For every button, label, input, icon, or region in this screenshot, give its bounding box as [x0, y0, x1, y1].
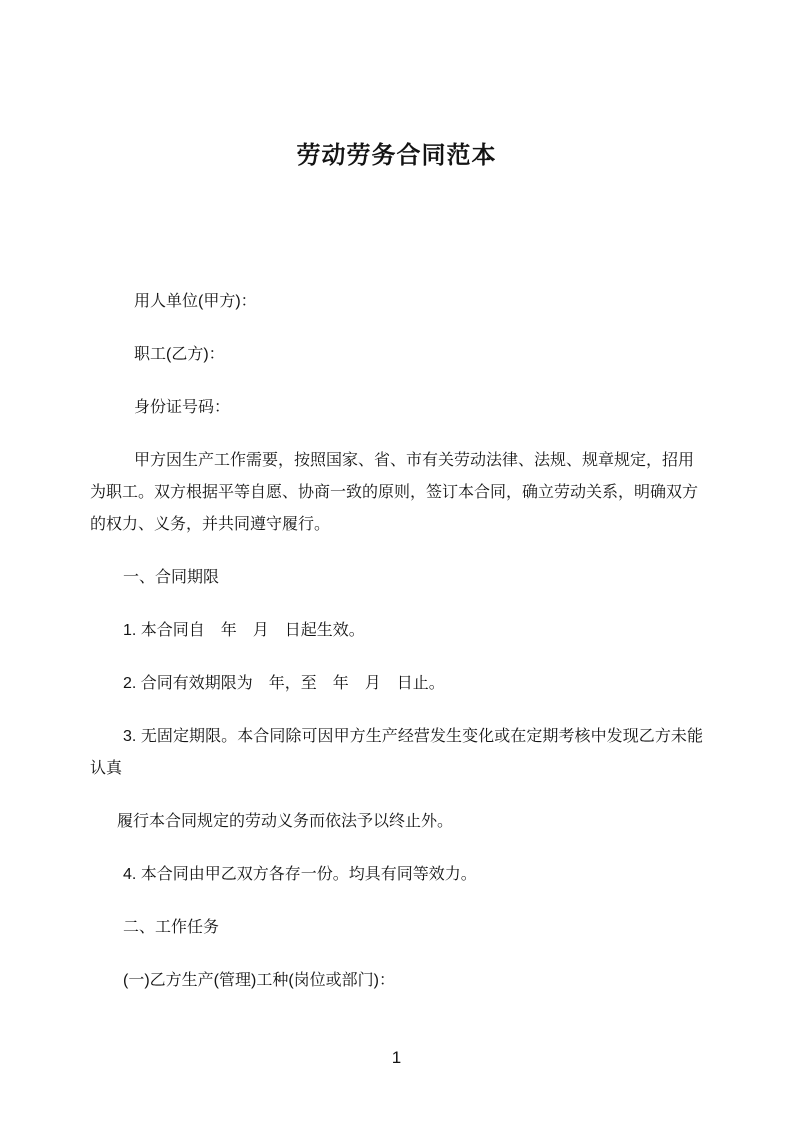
- employer-party-label: 用人单位(甲方)：: [134, 293, 257, 310]
- contract-preamble-paragraph: 甲方因生产工作需要，按照国家、省、市有关劳动法律、法规、规章规定，招用为职工。双方根据平等自愿、协商一致的原则，签订本合同，确立劳动关系，明确双方的权力、义务，并共同遵守履行。: [90, 452, 699, 533]
- section-2-clause-1: (一)乙方生产(管理)工种(岗位或部门)：: [123, 972, 395, 989]
- section-2-heading: 二、工作任务: [123, 919, 220, 936]
- id-number-label: 身份证号码：: [134, 399, 231, 416]
- section-1-clause-3: 3. 无固定期限。本合同除可因甲方生产经营发生变化或在定期考核中发现乙方未能认真: [90, 728, 703, 777]
- section-1-heading: 一、合同期限: [123, 569, 220, 586]
- section-1-clause-3-continuation: 履行本合同规定的劳动义务而依法予以终止外。: [117, 813, 454, 830]
- section-1-clause-2: 2. 合同有效期限为 年，至 年 月 日止。: [123, 675, 445, 692]
- section-1-clause-1: 1. 本合同自 年 月 日起生效。: [123, 622, 365, 639]
- document-title: 劳动劳务合同范本: [296, 142, 497, 169]
- page-number: 1: [391, 1048, 402, 1067]
- employee-party-label: 职工(乙方)：: [134, 346, 225, 363]
- section-1-clause-4: 4. 本合同由甲乙双方各存一份。均具有同等效力。: [123, 866, 477, 883]
